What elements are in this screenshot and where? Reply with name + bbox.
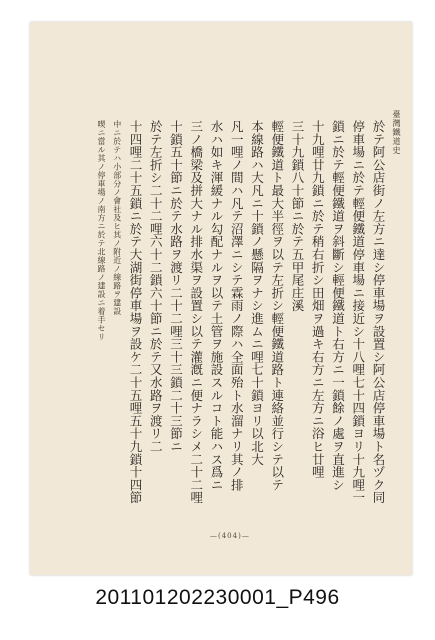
text-column: 鎖ニ於テ輕便鐵道ヲ斜斷シ輕便鐵道ト右方ニ一鎖餘ノ處ヲ直進シ <box>330 120 346 492</box>
note-column: 中ニ於テハ小部分ノ會社及ヒ其ノ附近ノ線路ヲ建設 <box>112 120 122 316</box>
text-column: 三十九鎖八十節ニ於テ五甲尾庄溪 <box>290 120 305 312</box>
text-column: 凡一哩ノ間ハ凡テ沼澤ニシテ霖雨ノ際ハ全面殆ト水溜ナリ其ノ排 <box>229 120 245 492</box>
note-column: 喫ニ當ル其ノ停車場ノ南方ニ於テ北線路ノ建設ニ着手セリ <box>97 120 106 341</box>
text-column: 三ノ橋梁及拼大ナル排水渠ヲ設置シ以テ灌漑ニ便ナラシメ二十二哩 <box>188 120 204 504</box>
text-column: 水ハ如キ渾緩ナル勾配ナルヲ以テ土管ヲ施設スルコト能ハス爲ニ <box>209 120 224 492</box>
text-column: 於テ阿公店街ノ左方ニ達シ停車場ヲ設置シ阿公店停車場ト名ヅク同 <box>371 120 386 504</box>
book-page <box>30 22 412 575</box>
image-caption: 201101202230001_P496 <box>95 586 340 609</box>
text-column: 停車場ニ於テ輕便鐵道停車場ニ接近シ十八哩七十四鎖ヨリ十九哩一 <box>350 120 366 504</box>
text-column: 於テ左折シ二十二哩六十二鎖六十節ニ於テ又水路ヲ渡リ二 <box>148 120 164 453</box>
text-column: 十九哩廿九鎖ニ於テ稍右折シ田畑ヲ過キ右方ニ左方ニ浴ヒ廿哩 <box>310 120 326 479</box>
text-columns <box>97 120 384 510</box>
text-column: 十鎖五十節ニ於テ水路ヲ渡リ二十二哩三十三鎖二十三節ニ <box>168 120 184 453</box>
text-column: 十四哩二十五鎖ニ於テ大湖街停車場ヲ設ケ二十五哩五十九鎖十四節 <box>128 120 143 504</box>
text-column: 輕便鐵道ト最大半徑ヲ以テ左折シ輕便鐵道路ト連絡並行シテ以テ <box>269 120 285 492</box>
text-column: 本線路ハ大凡ニ十鎖ノ懸隔ヲナシ進ムニ哩七十鎖ヨリ以北大 <box>249 120 265 466</box>
running-header: 臺灣鐵道史 <box>392 110 401 155</box>
page-number: —(404)— <box>210 532 250 540</box>
